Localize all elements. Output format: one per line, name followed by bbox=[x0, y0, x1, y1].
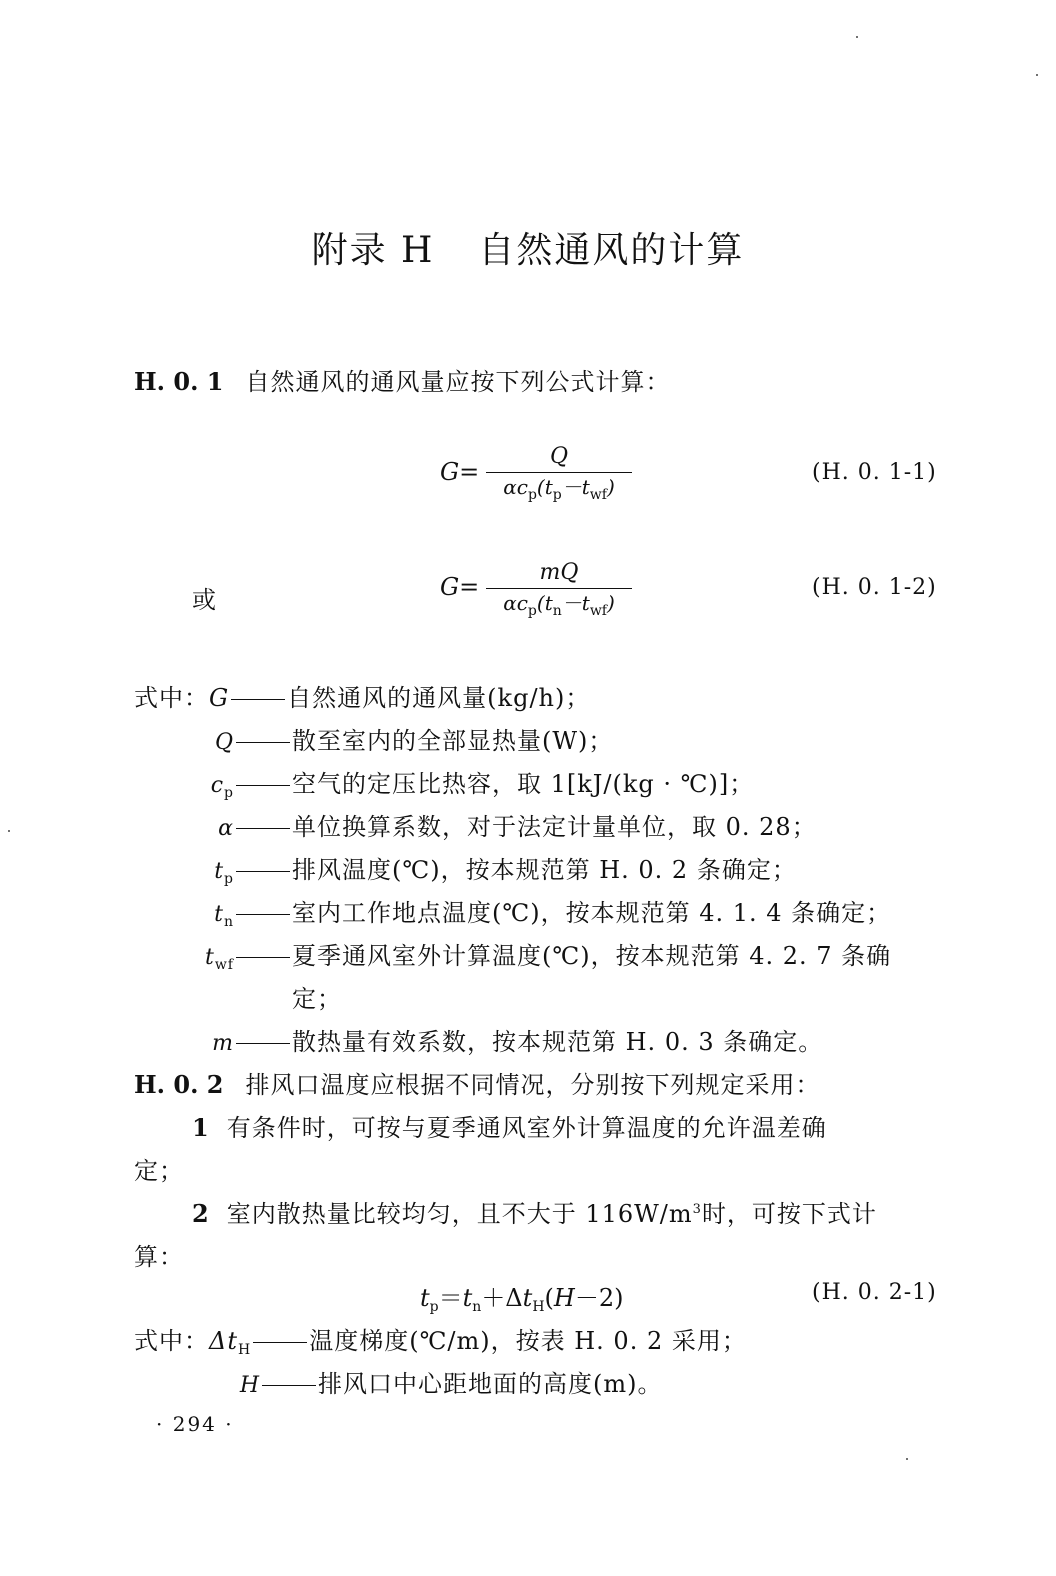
desc-tn: 室内工作地点温度(℃)，按本规范第 4. 1. 4 条确定； bbox=[292, 899, 892, 927]
eq3-number: (H. 0. 2-1) bbox=[812, 1280, 937, 1305]
eq2-or: 或 bbox=[192, 586, 217, 614]
eq1-lhs: G= bbox=[440, 458, 480, 486]
scan-speck bbox=[8, 830, 10, 832]
item-superscript: 3 bbox=[692, 1202, 702, 1217]
desc-m: 散热量有效系数，按本规范第 H. 0. 3 条确定。 bbox=[292, 1028, 824, 1056]
item-text: 室内散热量比较均匀，且不大于 116W/m bbox=[226, 1200, 693, 1228]
dash bbox=[236, 957, 290, 958]
eq1-numerator: Q bbox=[549, 444, 569, 469]
eq2-numerator: mQ bbox=[539, 560, 579, 585]
eq1-number: (H. 0. 1-1) bbox=[812, 460, 937, 485]
symbol-alpha: α bbox=[218, 816, 234, 841]
where1-row-m bbox=[134, 1022, 823, 1057]
item-number: 2 bbox=[192, 1199, 209, 1228]
eq1-fraction bbox=[486, 442, 632, 509]
title-subject: 自然通风的计算 bbox=[478, 230, 745, 271]
title-appendix: 附录 H bbox=[311, 230, 435, 271]
clause-text: 自然通风的通风量应按下列公式计算： bbox=[245, 368, 671, 396]
where1-row-alpha bbox=[134, 807, 817, 842]
scan-speck bbox=[906, 1458, 908, 1460]
desc-H: 排风口中心距地面的高度(m)。 bbox=[318, 1370, 663, 1398]
symbol-cp: $c_p$ bbox=[210, 773, 234, 801]
symbol-tn: $t_n$ bbox=[214, 902, 234, 930]
page-title bbox=[0, 222, 1056, 273]
symbol-G: G bbox=[209, 684, 230, 712]
desc-alpha: 单位换算系数，对于法定计量单位，取 0. 28； bbox=[292, 813, 817, 841]
clause-number: H. 0. 1 bbox=[134, 367, 224, 396]
symbol-twf: $t_{wf}$ bbox=[204, 945, 234, 973]
dash bbox=[253, 1342, 307, 1343]
item-text-tail: 时，可按下式计 bbox=[701, 1200, 877, 1228]
clause-h01 bbox=[134, 362, 671, 397]
clause-text: 排风口温度应根据不同情况，分别按下列规定采用： bbox=[245, 1071, 821, 1099]
symbol-H: H bbox=[239, 1373, 260, 1398]
eq3-formula: $t_p=t_n+\Delta t_H(H-2)$ bbox=[420, 1284, 624, 1315]
desc-cp: 空气的定压比热容，取 1[kJ/(kg · ℃)]； bbox=[292, 770, 755, 798]
eq2-number: (H. 0. 1-2) bbox=[812, 575, 937, 600]
item-2-continued: 算： bbox=[134, 1243, 184, 1271]
where2-row-H bbox=[134, 1364, 662, 1399]
where1-row-twf bbox=[134, 936, 891, 973]
dash bbox=[236, 871, 290, 872]
desc-dtH: 温度梯度(℃/m)，按表 H. 0. 2 采用； bbox=[309, 1327, 747, 1355]
item-1 bbox=[192, 1108, 827, 1143]
where2-lead: 式中： bbox=[134, 1327, 209, 1355]
scan-speck bbox=[1036, 74, 1038, 76]
dash bbox=[236, 785, 290, 786]
page-number: · 294 · bbox=[156, 1412, 234, 1436]
where1-row-tn bbox=[134, 893, 891, 930]
desc-G: 自然通风的通风量(kg/h)； bbox=[287, 684, 591, 712]
where1-row-G bbox=[134, 678, 590, 713]
dash bbox=[236, 1043, 290, 1044]
eq2-lhs: G= bbox=[440, 573, 480, 601]
symbol-dtH: $\Delta t_H$ bbox=[209, 1327, 252, 1358]
where1-row-tp bbox=[134, 850, 797, 887]
dash bbox=[262, 1385, 316, 1386]
eq2-fraction bbox=[486, 558, 632, 625]
item-2 bbox=[192, 1194, 877, 1229]
dash bbox=[236, 914, 290, 915]
dash bbox=[236, 828, 290, 829]
eq1-denominator: $\alpha c_p(t_p-t_{wf})$ bbox=[503, 475, 615, 503]
desc-twf: 夏季通风室外计算温度(℃)，按本规范第 4. 2. 7 条确 bbox=[292, 942, 892, 970]
item-number: 1 bbox=[192, 1113, 209, 1142]
eq2-denominator: $\alpha c_p(t_n-t_{wf})$ bbox=[503, 591, 615, 619]
scan-speck bbox=[856, 36, 858, 38]
clause-h02 bbox=[134, 1065, 821, 1100]
where1-row-cp bbox=[134, 764, 754, 801]
item-text: 有条件时，可按与夏季通风室外计算温度的允许温差确 bbox=[226, 1114, 827, 1142]
where1-row-Q bbox=[134, 721, 613, 756]
where1-lead: 式中： bbox=[134, 684, 209, 712]
dash bbox=[231, 699, 285, 700]
symbol-m: m bbox=[212, 1031, 234, 1056]
symbol-tp: $t_p$ bbox=[214, 859, 234, 887]
desc-tp: 排风温度(℃)，按本规范第 H. 0. 2 条确定； bbox=[292, 856, 797, 884]
desc-twf-continued: 定； bbox=[292, 985, 342, 1013]
desc-Q: 散至室内的全部显热量(W)； bbox=[292, 727, 614, 755]
symbol-Q: Q bbox=[214, 730, 234, 755]
dash bbox=[236, 742, 290, 743]
clause-number: H. 0. 2 bbox=[134, 1070, 224, 1099]
where2-row-dtH bbox=[134, 1321, 747, 1358]
item-1-continued: 定； bbox=[134, 1157, 184, 1185]
